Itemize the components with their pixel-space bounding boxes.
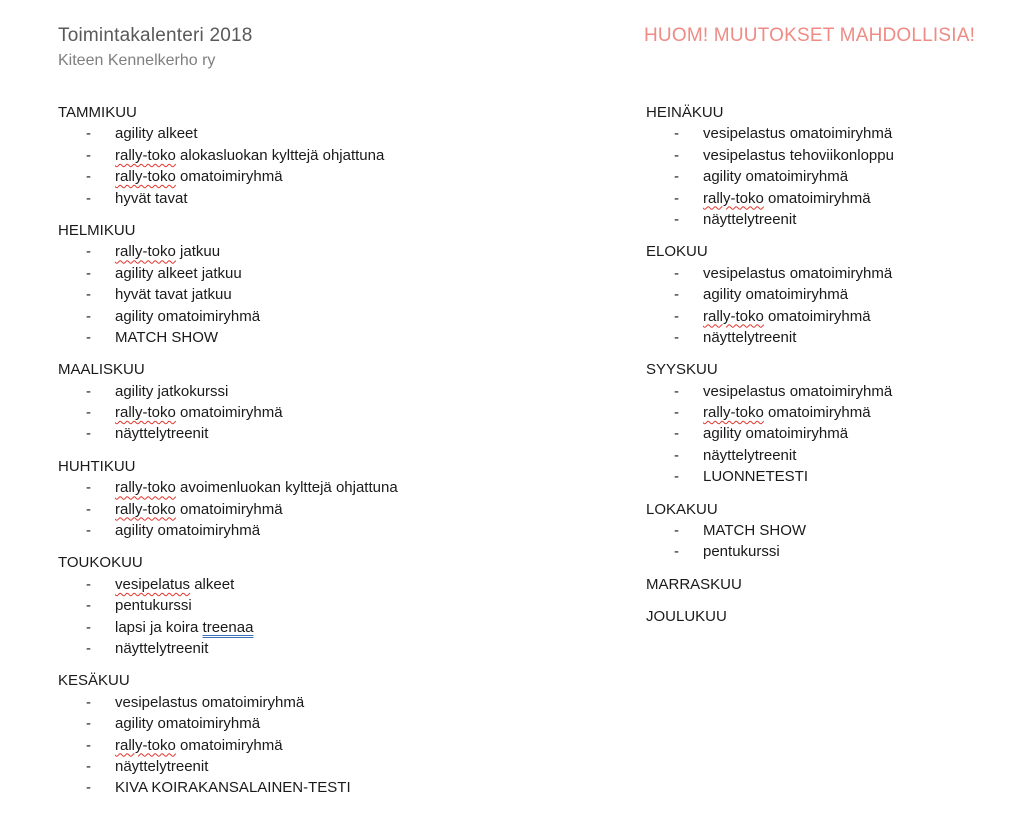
activity-item: [646, 209, 1016, 230]
month-section: [646, 241, 1016, 348]
activity-item: [58, 145, 428, 166]
list-dash: -: [86, 575, 91, 593]
activity-text: vesipelastus omatoimiryhmä: [703, 382, 893, 400]
month-heading: HELMIKUU: [58, 221, 136, 239]
activity-text: rally-toko: [115, 500, 176, 518]
activity-list: [58, 574, 428, 660]
activity-item: [58, 327, 428, 348]
activity-text-rest: jatkuu: [175, 243, 221, 261]
activity-item: [58, 735, 428, 756]
activity-item: [58, 617, 428, 638]
month-section: [58, 359, 428, 445]
list-dash: -: [674, 543, 679, 561]
activity-item: [646, 166, 1016, 187]
list-dash: -: [674, 425, 679, 443]
activity-item: [58, 477, 428, 498]
activity-text: hyvät tavat: [115, 189, 188, 207]
activity-list: [58, 123, 428, 209]
activity-text: agility omatoimiryhmä: [703, 425, 849, 443]
activity-item: [58, 166, 428, 187]
list-dash: -: [86, 500, 91, 518]
activity-item: [58, 638, 428, 659]
activity-text-rest: omatoimiryhmä: [763, 404, 871, 422]
list-dash: -: [86, 522, 91, 540]
activity-list: [646, 263, 1016, 349]
list-dash: -: [86, 286, 91, 304]
activity-item: [646, 284, 1016, 305]
activity-item: [58, 713, 428, 734]
activity-text-rest: omatoimiryhmä: [763, 189, 871, 207]
list-dash: -: [674, 382, 679, 400]
activity-item: [58, 402, 428, 423]
activity-text-rest: alokasluokan kylttejä ohjattuna: [175, 146, 385, 164]
month-section: [646, 606, 1016, 627]
activity-text: rally-toko: [703, 404, 764, 422]
month-heading: JOULUKUU: [646, 608, 727, 626]
list-dash: -: [86, 307, 91, 325]
activity-text: näyttelytreenit: [115, 425, 209, 443]
activity-item: [646, 541, 1016, 562]
activity-text: näyttelytreenit: [703, 210, 797, 228]
list-dash: -: [86, 479, 91, 497]
month-section: [646, 359, 1016, 487]
month-heading: MARRASKUU: [646, 575, 742, 593]
list-dash: -: [86, 693, 91, 711]
list-dash: -: [674, 286, 679, 304]
activity-text: agility omatoimiryhmä: [115, 715, 261, 733]
list-dash: -: [86, 597, 91, 615]
activity-text: LUONNETESTI: [703, 468, 809, 486]
activity-text: MATCH SHOW: [115, 328, 219, 346]
list-dash: -: [674, 446, 679, 464]
activity-item: [58, 692, 428, 713]
month-heading: TOUKOKUU: [58, 554, 143, 572]
activity-text: rally-toko: [115, 404, 176, 422]
list-dash: -: [86, 328, 91, 346]
month-heading: MAALISKUU: [58, 361, 145, 379]
month-section: [58, 552, 428, 659]
list-dash: -: [674, 168, 679, 186]
activity-text: rally-toko: [703, 307, 764, 325]
activity-item: [646, 466, 1016, 487]
list-dash: -: [86, 639, 91, 657]
list-dash: -: [86, 425, 91, 443]
activity-text-rest: omatoimiryhmä: [175, 736, 283, 754]
activity-item: [58, 595, 428, 616]
month-section: [646, 499, 1016, 563]
list-dash: -: [674, 404, 679, 422]
activity-text-rest: omatoimiryhmä: [175, 168, 283, 186]
document-title: Toimintakalenteri 2018: [58, 25, 253, 46]
activity-text: lapsi ja koira: [115, 618, 203, 636]
activity-text: rally-toko: [115, 146, 176, 164]
month-heading: TAMMIKUU: [58, 104, 137, 121]
activity-item: [58, 423, 428, 444]
month-heading: HUHTIKUU: [58, 457, 136, 475]
list-dash: -: [86, 757, 91, 775]
activity-text: agility omatoimiryhmä: [115, 522, 261, 540]
list-dash: -: [674, 264, 679, 282]
month-section: [646, 574, 1016, 595]
month-section: [58, 670, 428, 798]
activity-item: [646, 445, 1016, 466]
activity-list: [58, 241, 428, 348]
activity-text: vesipelastus omatoimiryhmä: [703, 264, 893, 282]
activity-text: agility alkeet: [115, 125, 198, 143]
activity-list: [58, 477, 428, 541]
activity-item: [646, 306, 1016, 327]
activity-text-rest: omatoimiryhmä: [175, 404, 283, 422]
activity-text: agility jatkokurssi: [115, 382, 229, 400]
activity-item: [58, 520, 428, 541]
activity-list: [58, 381, 428, 445]
activity-text: agility omatoimiryhmä: [703, 168, 849, 186]
list-dash: -: [674, 468, 679, 486]
activity-text: rally-toko: [115, 736, 176, 754]
list-dash: -: [674, 522, 679, 540]
list-dash: -: [674, 125, 679, 143]
activity-text: rally-toko: [115, 479, 176, 497]
activity-item: [646, 188, 1016, 209]
list-dash: -: [86, 264, 91, 282]
activity-text: agility omatoimiryhmä: [115, 307, 261, 325]
month-section: [58, 456, 428, 542]
activity-item: [58, 284, 428, 305]
activity-text: rally-toko: [115, 168, 176, 186]
activity-list: [646, 381, 1016, 488]
activity-text-rest: avoimenluokan kylttejä ohjattuna: [175, 479, 398, 497]
activity-item: [646, 381, 1016, 402]
activity-text: rally-toko: [115, 243, 176, 261]
list-dash: -: [86, 618, 91, 636]
list-dash: -: [86, 715, 91, 733]
month-section: [58, 102, 428, 209]
activity-item: [58, 123, 428, 144]
left-column: [58, 102, 428, 810]
activity-text: näyttelytreenit: [703, 446, 797, 464]
activity-item: [58, 756, 428, 777]
month-heading: ELOKUU: [646, 243, 708, 261]
activity-text: näyttelytreenit: [115, 639, 209, 657]
list-dash: -: [674, 328, 679, 346]
list-dash: -: [674, 146, 679, 164]
activity-text-rest: alkeet: [190, 575, 235, 593]
document-subtitle: Kiteen Kennelkerho ry: [58, 52, 216, 69]
month-heading: KESÄKUU: [58, 672, 130, 690]
activity-text: näyttelytreenit: [115, 757, 209, 775]
month-heading: HEINÄKUU: [646, 104, 724, 121]
activity-text: agility alkeet jatkuu: [115, 264, 242, 282]
month-heading: LOKAKUU: [646, 500, 718, 518]
activity-text-rest: treenaa: [202, 618, 254, 636]
month-section: [646, 102, 1016, 230]
activity-item: [646, 263, 1016, 284]
activity-text: vesipelastus omatoimiryhmä: [703, 125, 893, 143]
changes-notice: HUOM! MUUTOKSET MAHDOLLISIA!: [644, 25, 976, 46]
activity-item: [646, 423, 1016, 444]
activity-item: [646, 402, 1016, 423]
list-dash: -: [86, 736, 91, 754]
list-dash: -: [86, 146, 91, 164]
activity-text: MATCH SHOW: [703, 522, 807, 540]
activity-item: [58, 381, 428, 402]
list-dash: -: [86, 243, 91, 261]
activity-text: rally-toko: [703, 189, 764, 207]
list-dash: -: [86, 382, 91, 400]
activity-item: [646, 123, 1016, 144]
activity-item: [58, 241, 428, 262]
activity-item: [58, 574, 428, 595]
activity-text: pentukurssi: [703, 543, 780, 561]
activity-text: näyttelytreenit: [703, 328, 797, 346]
activity-item: [58, 188, 428, 209]
activity-item: [646, 520, 1016, 541]
month-heading: SYYSKUU: [646, 361, 718, 379]
month-section: [58, 220, 428, 348]
activity-text-rest: omatoimiryhmä: [175, 500, 283, 518]
list-dash: -: [86, 189, 91, 207]
activity-item: [646, 327, 1016, 348]
list-dash: -: [86, 779, 91, 797]
activity-text: hyvät tavat jatkuu: [115, 286, 232, 304]
list-dash: -: [86, 125, 91, 143]
activity-item: [646, 145, 1016, 166]
activity-list: [646, 123, 1016, 230]
activity-text: agility omatoimiryhmä: [703, 286, 849, 304]
activity-list: [58, 692, 428, 799]
activity-text-rest: omatoimiryhmä: [763, 307, 871, 325]
activity-list: [646, 520, 1016, 563]
activity-text: vesipelastus omatoimiryhmä: [115, 693, 305, 711]
list-dash: -: [674, 189, 679, 207]
list-dash: -: [674, 210, 679, 228]
activity-text: KIVA KOIRAKANSALAINEN-TESTI: [115, 779, 351, 797]
activity-text: pentukurssi: [115, 597, 192, 615]
activity-text: vesipelatus: [115, 575, 191, 593]
right-column: [646, 102, 1016, 639]
activity-item: [58, 306, 428, 327]
list-dash: -: [86, 168, 91, 186]
activity-item: [58, 263, 428, 284]
activity-item: [58, 777, 428, 798]
activity-item: [58, 499, 428, 520]
activity-text: vesipelastus tehoviikonloppu: [703, 146, 894, 164]
list-dash: -: [674, 307, 679, 325]
list-dash: -: [86, 404, 91, 422]
